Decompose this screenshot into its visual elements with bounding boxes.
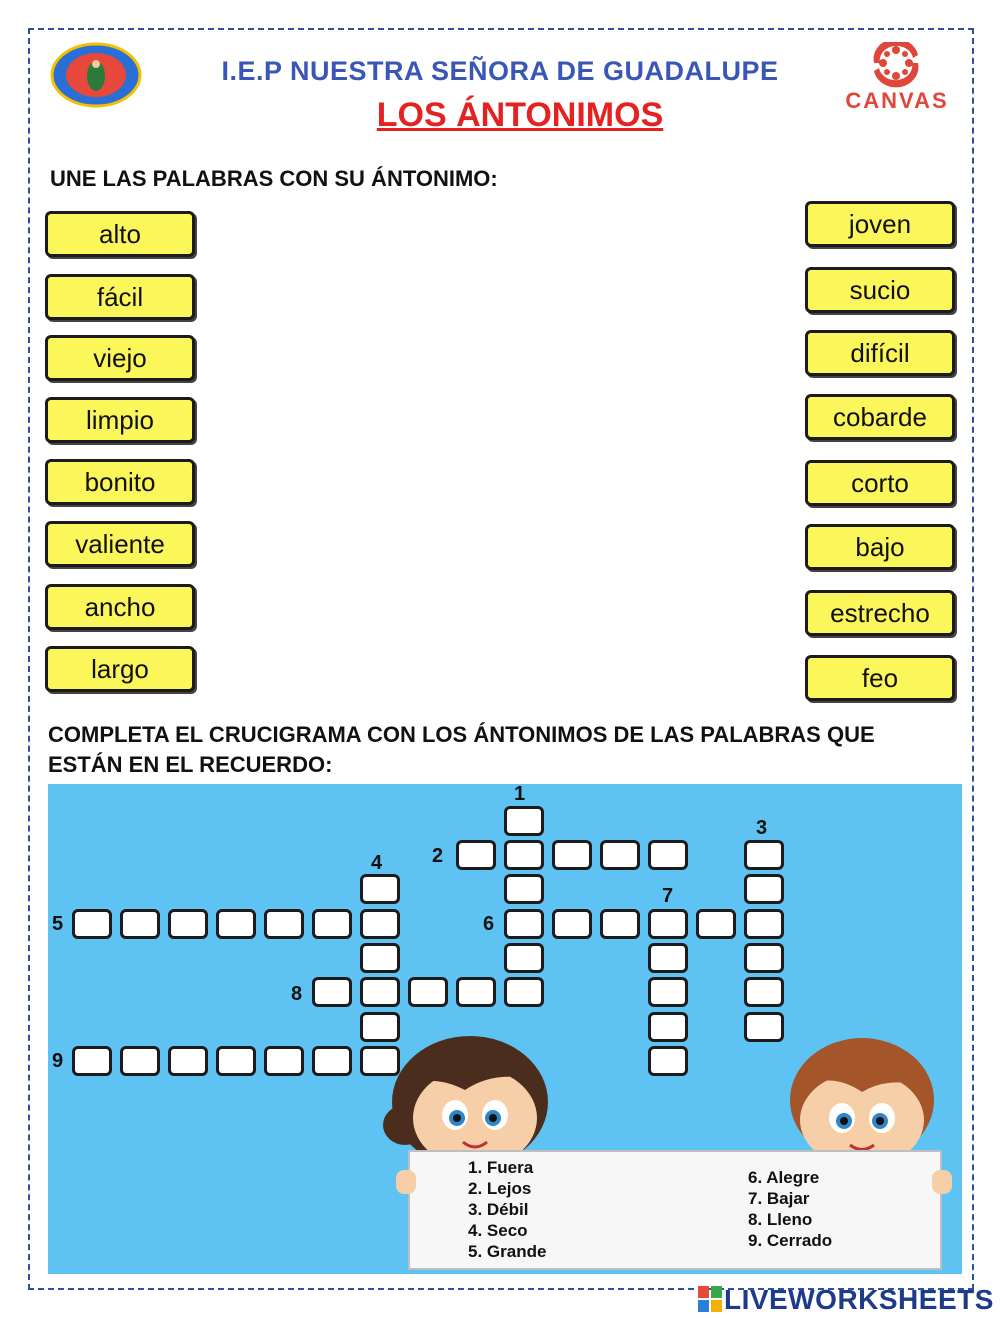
crossword-cell[interactable] bbox=[168, 909, 208, 939]
crossword-cell[interactable] bbox=[648, 977, 688, 1007]
left-word-box[interactable]: limpio bbox=[45, 397, 195, 443]
crossword-cell[interactable] bbox=[312, 1046, 352, 1076]
crossword-cell[interactable] bbox=[120, 1046, 160, 1076]
page-title: LOS ÁNTONIMOS bbox=[376, 96, 664, 134]
crossword-cell[interactable] bbox=[264, 1046, 304, 1076]
clue-item: 6. Alegre bbox=[748, 1168, 820, 1187]
crossword-cell[interactable] bbox=[360, 909, 400, 939]
crossword-cell[interactable] bbox=[648, 1012, 688, 1042]
crossword-number: 2 bbox=[432, 845, 444, 867]
crossword-number: 1 bbox=[514, 783, 526, 805]
crossword-cell[interactable] bbox=[744, 943, 784, 973]
crossword-cell[interactable] bbox=[648, 943, 688, 973]
footer-brand: LIVEWORKSHEETS bbox=[724, 1284, 994, 1315]
crossword-cell[interactable] bbox=[360, 874, 400, 904]
crossword-cell[interactable] bbox=[360, 977, 400, 1007]
right-word-box[interactable]: bajo bbox=[805, 524, 955, 570]
school-logo bbox=[50, 42, 142, 108]
crossword-cell[interactable] bbox=[552, 840, 592, 870]
crossword-cell[interactable] bbox=[456, 977, 496, 1007]
girl-illustration bbox=[375, 1030, 560, 1170]
crossword-cell[interactable] bbox=[744, 909, 784, 939]
crossword-cell[interactable] bbox=[408, 977, 448, 1007]
right-hand bbox=[932, 1170, 952, 1194]
boy-illustration bbox=[770, 1030, 955, 1170]
crossword-cell[interactable] bbox=[216, 1046, 256, 1076]
crossword-cell[interactable] bbox=[744, 840, 784, 870]
crossword-cell[interactable] bbox=[456, 840, 496, 870]
left-word-box[interactable]: alto bbox=[45, 211, 195, 257]
crossword-cell[interactable] bbox=[216, 909, 256, 939]
crossword-cell[interactable] bbox=[168, 1046, 208, 1076]
crossword-cell[interactable] bbox=[744, 874, 784, 904]
clue-item: 5. Grande bbox=[468, 1242, 547, 1261]
crossword-cell[interactable] bbox=[72, 1046, 112, 1076]
clue-item: 7. Bajar bbox=[748, 1189, 810, 1208]
crossword-instruction-line1: COMPLETA EL CRUCIGRAMA CON LOS ÁNTONIMOS DE LAS PALABRAS QUE bbox=[48, 722, 875, 747]
clue-item: 4. Seco bbox=[468, 1221, 528, 1240]
left-word-box[interactable]: valiente bbox=[45, 521, 195, 567]
crossword-cell[interactable] bbox=[264, 909, 304, 939]
crossword-cell[interactable] bbox=[504, 977, 544, 1007]
right-word-box[interactable]: difícil bbox=[805, 330, 955, 376]
crossword-number: 9 bbox=[52, 1050, 64, 1072]
clue-item: 1. Fuera bbox=[468, 1158, 534, 1177]
right-word-box[interactable]: estrecho bbox=[805, 590, 955, 636]
crossword-instruction-line2: ESTÁN EN EL RECUERDO: bbox=[48, 752, 333, 777]
crossword-number: 7 bbox=[662, 885, 674, 907]
crossword-number: 4 bbox=[371, 852, 383, 874]
right-word-box[interactable]: cobarde bbox=[805, 394, 955, 440]
crossword-cell[interactable] bbox=[504, 840, 544, 870]
liveworksheets-logo-icon bbox=[698, 1286, 722, 1312]
crossword-cell[interactable] bbox=[312, 977, 352, 1007]
crossword-number: 6 bbox=[483, 913, 495, 935]
left-hand bbox=[396, 1170, 416, 1194]
crossword-cell[interactable] bbox=[744, 977, 784, 1007]
crossword-number: 5 bbox=[52, 913, 64, 935]
right-word-box[interactable]: corto bbox=[805, 460, 955, 506]
crossword-cell[interactable] bbox=[600, 840, 640, 870]
right-word-box[interactable]: joven bbox=[805, 201, 955, 247]
crossword-number: 3 bbox=[756, 817, 768, 839]
left-word-box[interactable]: largo bbox=[45, 646, 195, 692]
crossword-cell[interactable] bbox=[600, 909, 640, 939]
crossword-cell[interactable] bbox=[696, 909, 736, 939]
canvas-logo-text: CANVAS bbox=[845, 88, 949, 113]
right-word-box[interactable]: sucio bbox=[805, 267, 955, 313]
crossword-cell[interactable] bbox=[504, 806, 544, 836]
clue-item: 3. Débil bbox=[468, 1200, 529, 1219]
crossword-number: 8 bbox=[291, 983, 303, 1005]
left-word-box[interactable]: ancho bbox=[45, 584, 195, 630]
crossword-cell[interactable] bbox=[504, 909, 544, 939]
crossword-cell[interactable] bbox=[312, 909, 352, 939]
clue-item: 2. Lejos bbox=[468, 1179, 532, 1198]
crossword-cell[interactable] bbox=[360, 943, 400, 973]
right-word-box[interactable]: feo bbox=[805, 655, 955, 701]
left-word-box[interactable]: viejo bbox=[45, 335, 195, 381]
left-word-box[interactable]: fácil bbox=[45, 274, 195, 320]
crossword-cell[interactable] bbox=[648, 1046, 688, 1076]
clue-item: 9. Cerrado bbox=[748, 1231, 833, 1250]
crossword-cell[interactable] bbox=[552, 909, 592, 939]
school-name: I.E.P NUESTRA SEÑORA DE GUADALUPE bbox=[221, 56, 779, 86]
match-instruction: UNE LAS PALABRAS CON SU ÁNTONIMO: bbox=[50, 166, 498, 191]
crossword-cell[interactable] bbox=[504, 943, 544, 973]
crossword-cell[interactable] bbox=[648, 840, 688, 870]
crossword-cell[interactable] bbox=[120, 909, 160, 939]
crossword-cell[interactable] bbox=[504, 874, 544, 904]
crossword-cell[interactable] bbox=[72, 909, 112, 939]
left-word-box[interactable]: bonito bbox=[45, 459, 195, 505]
clue-item: 8. Lleno bbox=[748, 1210, 813, 1229]
crossword-cell[interactable] bbox=[648, 909, 688, 939]
